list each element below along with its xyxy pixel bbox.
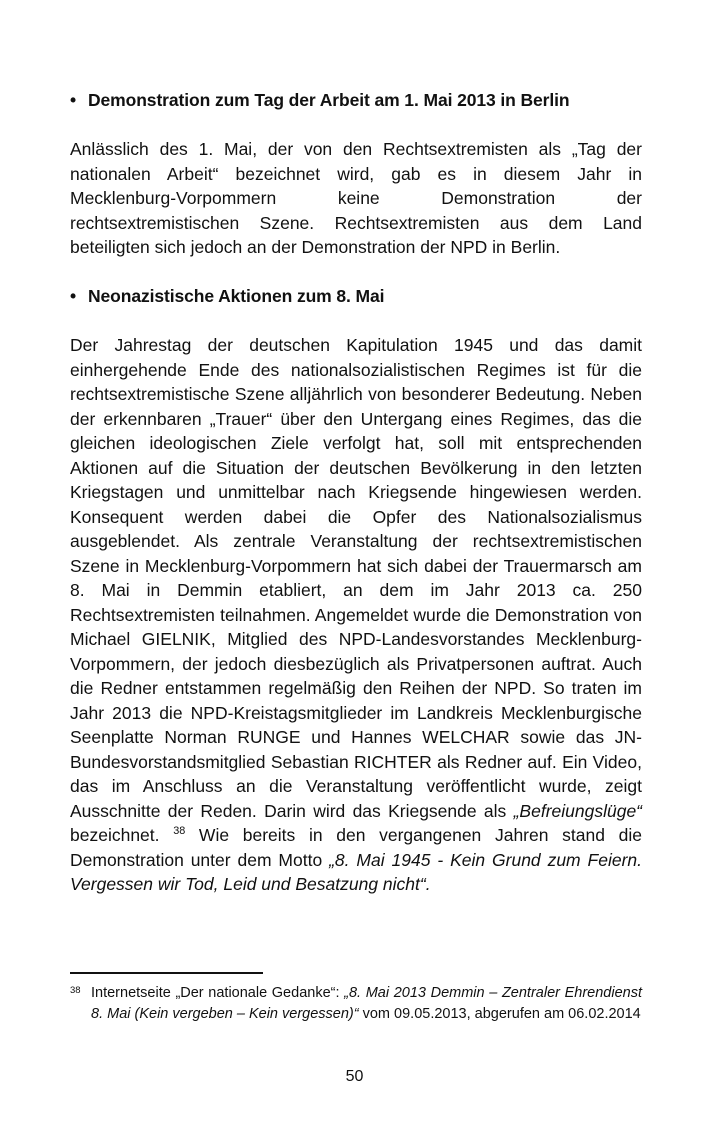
text-segment: „Befreiungslüge“ bbox=[513, 800, 642, 821]
footnote-38 bbox=[70, 983, 642, 1024]
text-segment: Der Jahrestag der deutschen Kapitulation 1945 und das damit einhergehende Ende des nationalsozialistischen Regimes ist für die rechtsextremistische Szene alljährlich von besonderer Bedeutung. Neben der erkennbaren „Trauer“ über den Untergang eines Regimes, das die gleichen ideologischen Ziele verfolgt hat, soll mit entsprechenden Aktionen auf die Situation der deutschen Bevölkerung in den letzten Kriegstagen und unmittelbar nach Kriegsende hingewiesen werden. Konsequent werden dabei die Opfer des Nationalsozialismus ausgeblendet. Als zentrale Veranstaltung der rechtsextremistischen Szene in Mecklenburg-Vorpommern hat sich dabei der Trauermarsch am 8. Mai in Demmin etabliert, an dem im Jahr 2013 ca. 250 Rechtsextremisten teilnahmen. Angemeldet wurde die Demonstration von Michael GIELNIK, Mitglied des NPD-Landesvorstandes Mecklenburg-Vorpommern, der jedoch diesbezüglich als Privatpersonen auftrat. Auch die Redner entstammen regelmäßig den Reihen der NPD. So traten im Jahr 2013 die NPD-Kreistagsmitglieder im Landkreis Mecklenburgische Seenplatte Norman RUNGE und Hannes WELCHAR sowie das JN-Bundesvorstandsmitglied Sebastian RICHTER als Redner auf. Ein Video, das im Anschluss an die Veranstaltung veröffentlicht wurde, zeigt Ausschnitte der Reden. Darin wird das Kriegsende als bbox=[70, 335, 642, 821]
bullet-marker: • bbox=[70, 90, 77, 110]
body-paragraph-may-day: Anlässlich des 1. Mai, der von den Rechtsextremisten als „Tag der nationalen Arbeit“ bezeichnet wird, gab es in diesem Jahr in Mecklenburg-Vorpommern keine Demonstration der rechtsextremistischen Szene. Rechtsextremisten aus dem Land beteiligten sich jedoch an der Demonstration der NPD in Berlin. bbox=[70, 139, 642, 257]
section-heading-text: Neonazistische Aktionen zum 8. Mai bbox=[88, 286, 385, 306]
section-heading-may-day bbox=[70, 88, 642, 113]
footnote-text bbox=[91, 985, 642, 1022]
document-page-content bbox=[70, 88, 642, 921]
body-paragraph-may-8 bbox=[70, 333, 642, 897]
footnote-reference: 38 bbox=[173, 825, 186, 838]
text-segment: „8. Mai 1945 - Kein Grund zum Feiern. Vergessen wir Tod, Leid und Besatzung nicht“. bbox=[70, 849, 642, 894]
page-number: 50 bbox=[345, 1068, 364, 1085]
section-heading-text: Demonstration zum Tag der Arbeit am 1. Mai 2013 in Berlin bbox=[88, 90, 570, 110]
text-segment: Internetseite „Der nationale Gedanke“: bbox=[91, 985, 345, 1001]
text-segment: Wie bereits in den vergangenen Jahren stand die Demonstration unter dem Motto bbox=[70, 825, 642, 870]
text-segment: vom 09.05.2013, abgerufen am 06.02.2014 bbox=[358, 1005, 641, 1022]
footnote-separator bbox=[70, 972, 263, 974]
footnote-marker: 38 bbox=[70, 985, 81, 996]
text-segment: „8. Mai 2013 Demmin – Zentraler Ehrendienst 8. Mai (Kein vergeben – Kein vergessen)“ bbox=[91, 985, 642, 1022]
text-segment: bezeichnet. bbox=[70, 825, 174, 845]
bullet-marker: • bbox=[70, 286, 77, 306]
footnote-block bbox=[70, 972, 642, 1024]
section-heading-may-8 bbox=[70, 284, 642, 309]
